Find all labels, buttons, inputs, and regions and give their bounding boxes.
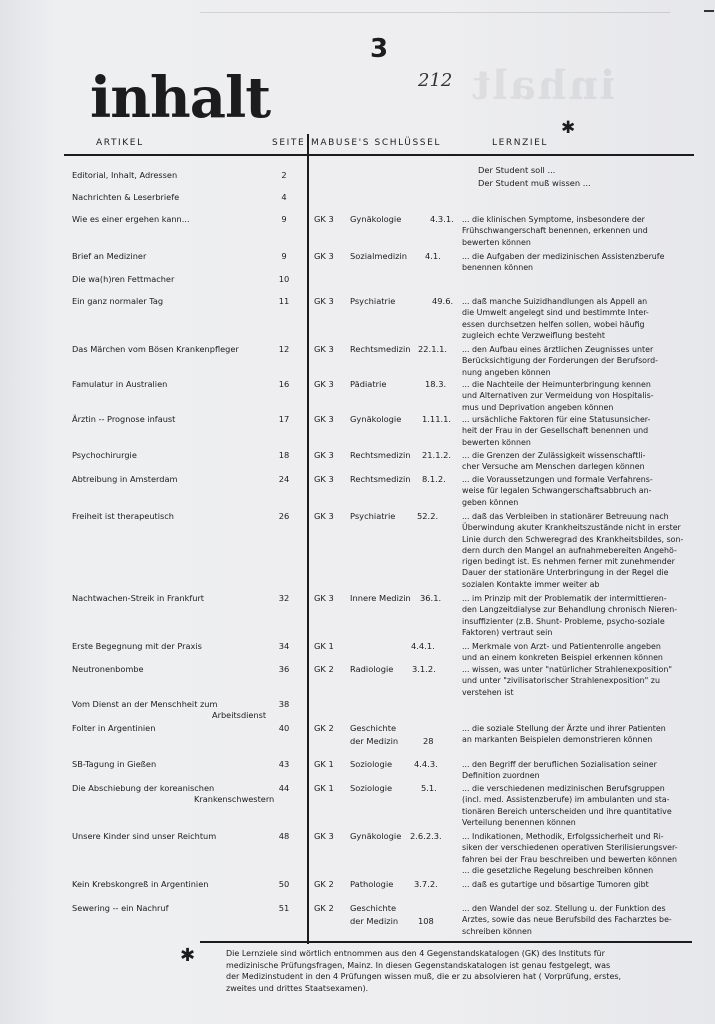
asterisk-icon: ✱ — [561, 118, 576, 138]
learning-goal-line: essen durchsetzen helfen sollen, wobei häufig — [462, 319, 645, 329]
learning-goal-line: benennen können — [462, 263, 534, 273]
subject: Pathologie — [350, 879, 394, 889]
learning-goal — [462, 344, 700, 378]
footnote-line: Die Lernziele sind wörtlich entnommen aus den 4 Gegenstandskatalogen (GK) des Instituts für — [226, 949, 605, 958]
learning-goal-line: ... die soziale Stellung der Ärzte und ihrer Patienten — [462, 724, 666, 733]
article-title: Neutronenbombe — [72, 664, 144, 674]
article-title: Freiheit ist therapeutisch — [72, 511, 174, 521]
article-title: Die wa(h)ren Fettmacher — [72, 274, 175, 284]
column-header-lernziel: LERNZIEL — [492, 138, 549, 148]
subject: Sozialmedizin — [350, 251, 408, 261]
article-title-continuation: Krankenschwestern — [194, 794, 275, 804]
article-title: Abtreibung in Amsterdam — [72, 474, 178, 484]
subject-continuation: der Medizin — [350, 916, 399, 926]
top-rule — [200, 12, 670, 13]
header-rule — [64, 154, 694, 156]
learning-goal-line: heit der Frau in der Gesellschaft benennen und — [462, 426, 649, 436]
handwritten-note: 212 — [418, 70, 453, 91]
learning-goal-line: und an einem konkreten Beispiel erkennen können — [462, 653, 663, 663]
catalog-code: 3.7.2. — [414, 879, 438, 889]
intro-line: Der Student muß wissen ... — [478, 177, 591, 188]
catalog-code: 28 — [423, 736, 434, 746]
page-ref: 12 — [278, 344, 290, 354]
learning-goal-line: ... im Prinzip mit der Problematik der intermittieren- — [462, 594, 667, 603]
learning-goal — [462, 759, 700, 782]
gk-catalog: GK 3 — [314, 296, 334, 306]
subject: Innere Medizin — [350, 593, 411, 603]
learning-goal-line: Dauer der stationäre Unterbringung in der Regel die — [462, 568, 669, 578]
catalog-code: 52.2. — [417, 511, 439, 521]
learning-goal-line: ... den Begriff der beruflichen Sozialisation seiner — [462, 760, 657, 769]
page-ref: 32 — [278, 593, 290, 603]
page-ref: 9 — [281, 214, 287, 224]
article-title: Editorial, Inhalt, Adressen — [72, 170, 178, 180]
article-title: Kein Krebskongreß in Argentinien — [72, 879, 209, 889]
learning-goal-line: ... die Nachteile der Heimunterbringung kennen — [462, 380, 651, 389]
gk-catalog: GK 3 — [314, 511, 334, 521]
learning-goal-line: geben können — [462, 497, 519, 507]
learning-goal-line: Definition zuordnen — [462, 771, 540, 781]
learning-goal-line: cher Versuche am Menschen darlegen können — [462, 462, 645, 472]
article-title: Nachtwachen-Streik in Frankfurt — [72, 593, 205, 603]
learning-goal — [462, 414, 700, 448]
article-title: Nachrichten & Leserbriefe — [72, 192, 180, 202]
show-through-title: inhalt — [470, 62, 615, 109]
learning-goal-line: die Umwelt angelegt sind und bestimmte Inter- — [462, 308, 649, 318]
catalog-code: 3.1.2. — [412, 664, 436, 674]
catalog-code: 36.1. — [420, 593, 442, 603]
learning-goal-line: fahren bei der Frau beschreiben und bewerten können — [462, 854, 677, 864]
catalog-code: 4.1. — [425, 251, 441, 261]
page-title: inhalt — [90, 65, 271, 131]
learning-goal-line: (incl. med. Assistenzberufe) im ambulanten und sta- — [462, 795, 670, 805]
learning-goal-line: Berücksichtigung der Forderungen der Berufsord- — [462, 356, 658, 366]
learning-goal-line: ... daß das Verbleiben in stationärer Betreuung nach — [462, 512, 669, 521]
learning-goal-line: Überwindung akuter Krankheitszustände nicht in erster — [462, 523, 681, 533]
learning-goal-line: Verteilung benennen können — [462, 817, 576, 827]
learning-goal-line: ... die Voraussetzungen und formale Verfahrens- — [462, 475, 653, 484]
page-ref: 51 — [278, 903, 290, 913]
corner-mark — [704, 10, 714, 12]
learning-goal-line: verstehen ist — [462, 687, 514, 697]
catalog-code: 49.6. — [432, 296, 454, 306]
learning-goal — [462, 296, 700, 341]
article-title: Unsere Kinder sind unser Reichtum — [72, 831, 217, 841]
subject: Geschichte — [350, 723, 397, 733]
article-title: SB-Tagung in Gießen — [72, 759, 157, 769]
column-header-seite: SEITE — [272, 138, 306, 148]
intro-line: Der Student soll ... — [478, 165, 556, 175]
subject: Gynäkologie — [350, 414, 402, 424]
column-header-artikel: ARTIKEL — [96, 138, 144, 148]
page-ref: 36 — [278, 664, 290, 674]
learning-goal — [462, 641, 700, 664]
page-ref: 17 — [278, 414, 290, 424]
subject: Rechtsmedizin — [350, 450, 411, 460]
learning-goal-line: Frühschwangerschaft benennen, erkennen und — [462, 226, 648, 236]
gk-catalog: GK 2 — [314, 664, 334, 674]
page-ref: 2 — [281, 170, 287, 180]
gk-catalog: GK 3 — [314, 214, 334, 224]
learning-goal-line: siken der verschiedenen operativen Sterilisierungsver- — [462, 843, 678, 853]
article-title: Folter in Argentinien — [72, 723, 156, 733]
page-ref: 26 — [278, 511, 290, 521]
learning-goal — [462, 593, 700, 638]
catalog-code: 108 — [418, 916, 434, 926]
learning-goal-line: insuffizienter (z.B. Shunt- Probleme, psycho-soziale — [462, 616, 665, 626]
article-title: Ärztin -- Prognose infaust — [72, 414, 176, 424]
article-title: Das Märchen vom Bösen Krankenpfleger — [72, 344, 239, 354]
learning-goal-line: mus und Deprivation angeben können — [462, 402, 614, 412]
article-title: Psychochirurgie — [72, 450, 137, 460]
article-title: Erste Begegnung mit der Praxis — [72, 641, 202, 651]
page-ref: 34 — [278, 641, 290, 651]
learning-goal-line: Linie durch den Schweregrad des Krankheitsbildes, son- — [462, 534, 684, 544]
learning-goal-line: bewerten können — [462, 437, 531, 447]
catalog-code: 4.3.1. — [430, 214, 454, 224]
learning-goal-line: rigen bedingt ist. Es nehmen ferner mit zunehmender — [462, 557, 675, 567]
subject-continuation: der Medizin — [350, 736, 399, 746]
subject: Pädiatrie — [350, 379, 387, 389]
article-title: Die Abschiebung der koreanischen — [72, 783, 215, 793]
learning-goal-line: den Langzeitdialyse zur Behandlung chronisch Nieren- — [462, 605, 678, 615]
learning-goal — [462, 879, 700, 890]
subject: Soziologie — [350, 783, 393, 793]
learning-goal — [462, 664, 700, 698]
subject: Gynäkologie — [350, 831, 402, 841]
gk-catalog: GK 2 — [314, 879, 334, 889]
learning-goal-line: zugleich echte Verzweiflung besteht — [462, 330, 605, 340]
learning-goal-line: ... ursächliche Faktoren für eine Statusunsicher- — [462, 415, 651, 424]
learning-goal-line: tionären Bereich unterscheiden und ihre quantitative — [462, 806, 672, 816]
gk-catalog: GK 1 — [314, 641, 334, 651]
gk-catalog: GK 3 — [314, 251, 334, 261]
gk-catalog: GK 3 — [314, 450, 334, 460]
learning-goal-line: ... die verschiedenen medizinischen Berufsgruppen — [462, 784, 665, 793]
subject: Soziologie — [350, 759, 393, 769]
learning-goal — [462, 723, 700, 746]
gk-catalog: GK 3 — [314, 474, 334, 484]
learning-goal-line: schreiben können — [462, 926, 532, 936]
subject: Geschichte — [350, 903, 397, 913]
gk-catalog: GK 1 — [314, 759, 334, 769]
learning-goal-line: ... Indikationen, Methodik, Erfolgssicherheit und Ri- — [462, 832, 664, 841]
article-title: Vom Dienst an der Menschheit zum — [72, 699, 218, 709]
learning-goal-line: Arztes, sowie das neue Berufsbild des Facharztes be- — [462, 915, 672, 925]
learning-goal-line: ... die gesetzliche Regelung beschreiben können — [462, 865, 654, 875]
learning-goal-line: ... den Wandel der soz. Stellung u. der Funktion des — [462, 904, 666, 913]
catalog-code: 1.11.1. — [422, 414, 452, 424]
learning-goal-line: ... Merkmale von Arzt- und Patientenrolle angeben — [462, 642, 661, 651]
learning-goal-line: ... den Aufbau eines ärztlichen Zeugnisses unter — [462, 345, 654, 354]
column-divider — [307, 134, 309, 944]
gk-catalog: GK 2 — [314, 723, 334, 733]
page-ref: 40 — [278, 723, 290, 733]
catalog-code: 21.1.2. — [422, 450, 452, 460]
gk-catalog: GK 3 — [314, 379, 334, 389]
learning-goal-line: ... die klinischen Symptome, insbesondere der — [462, 215, 645, 224]
learning-goal-line: ... die Aufgaben der medizinischen Assistenzberufe — [462, 252, 665, 261]
footnote-rule — [200, 941, 692, 943]
page-ref: 11 — [278, 296, 290, 306]
column-header-mabuse: MABUSE'S SCHLÜSSEL — [311, 138, 441, 148]
subject: Psychiatrie — [350, 511, 396, 521]
page-ref: 44 — [278, 783, 290, 793]
subject: Rechtsmedizin — [350, 344, 411, 354]
footnote-line: zweites und drittes Staatsexamen). — [226, 983, 369, 993]
learning-goal — [462, 511, 700, 590]
learning-goal-line: Faktoren) vertraut sein — [462, 627, 553, 637]
footnote — [226, 948, 696, 994]
learning-goal-line: nung angeben können — [462, 367, 551, 377]
gk-catalog: GK 1 — [314, 783, 334, 793]
subject: Rechtsmedizin — [350, 474, 411, 484]
page-ref: 38 — [278, 699, 290, 709]
article-title: Wie es einer ergehen kann... — [72, 214, 190, 224]
page-ref: 48 — [278, 831, 290, 841]
learning-goal — [462, 251, 700, 274]
subject: Gynäkologie — [350, 214, 402, 224]
learning-goal — [462, 474, 700, 508]
learning-goal-line: ... daß manche Suizidhandlungen als Appell an — [462, 297, 648, 306]
article-title: Ein ganz normaler Tag — [72, 296, 164, 306]
page-ref: 4 — [281, 192, 287, 202]
page-ref: 16 — [278, 379, 290, 389]
learning-goal-line: dern durch den Mangel an aufnahmebereiten Angehö- — [462, 545, 677, 555]
gk-catalog: GK 3 — [314, 593, 334, 603]
learning-goal-line: und Alternativen zur Vermeidung von Hospitalis- — [462, 391, 654, 401]
page-ref: 10 — [278, 274, 290, 284]
gk-catalog: GK 2 — [314, 903, 334, 913]
learning-goal — [462, 831, 700, 876]
learning-goal-line: an markanten Beispielen demonstrieren können — [462, 735, 653, 745]
page-ref: 18 — [278, 450, 290, 460]
asterisk-icon: ✱ — [180, 945, 196, 966]
footnote-line: der Medizinstudent in den 4 Prüfungen wissen muß, die er zu absolvieren hat ( Vorprüfung, erstes, — [226, 972, 622, 981]
learning-goal — [462, 214, 700, 248]
learning-goal-line: bewerten können — [462, 237, 531, 247]
subject: Psychiatrie — [350, 296, 396, 306]
learning-goal-line: und unter "zivilisatorischer Strahlenexposition" zu — [462, 676, 660, 686]
learning-goal — [462, 450, 700, 473]
page-ref: 50 — [278, 879, 290, 889]
learning-goal — [462, 903, 700, 937]
learning-goal-line: ... daß es gutartige und bösartige Tumoren gibt — [462, 880, 649, 889]
article-title: Famulatur in Australien — [72, 379, 168, 389]
subject: Radiologie — [350, 664, 394, 674]
gk-catalog: GK 3 — [314, 831, 334, 841]
gk-catalog: GK 3 — [314, 344, 334, 354]
catalog-code: 4.4.1. — [411, 641, 435, 651]
learning-goal — [462, 379, 700, 413]
catalog-code: 18.3. — [425, 379, 447, 389]
page-ref: 24 — [278, 474, 290, 484]
article-title: Brief an Mediziner — [72, 251, 147, 261]
catalog-code: 2.6.2.3. — [410, 831, 442, 841]
learning-goal-line: weise für legalen Schwangerschaftsabbruch an- — [462, 486, 652, 496]
page-number: 3 — [370, 34, 389, 64]
catalog-code: 8.1.2. — [422, 474, 446, 484]
lernziel-intro — [478, 164, 591, 189]
learning-goal — [462, 783, 700, 828]
catalog-code: 22.1.1. — [418, 344, 448, 354]
catalog-code: 5.1. — [421, 783, 437, 793]
footnote-line: medizinische Prüfungsfragen, Mainz. In diesen Gegenstandskatalogen ist genau festgelegt, was — [226, 960, 611, 970]
learning-goal-line: ... wissen, was unter "natürlicher Strahlenexposition" — [462, 665, 673, 674]
learning-goal-line: sozialen Kontakte immer weiter ab — [462, 579, 600, 589]
catalog-code: 4.4.3. — [414, 759, 438, 769]
article-title-continuation: Arbeitsdienst — [212, 710, 267, 720]
learning-goal-line: ... die Grenzen der Zulässigkeit wissenschaftli- — [462, 451, 646, 460]
page-ref: 43 — [278, 759, 290, 769]
article-title: Sewering -- ein Nachruf — [72, 903, 169, 913]
gk-catalog: GK 3 — [314, 414, 334, 424]
page-ref: 9 — [281, 251, 287, 261]
